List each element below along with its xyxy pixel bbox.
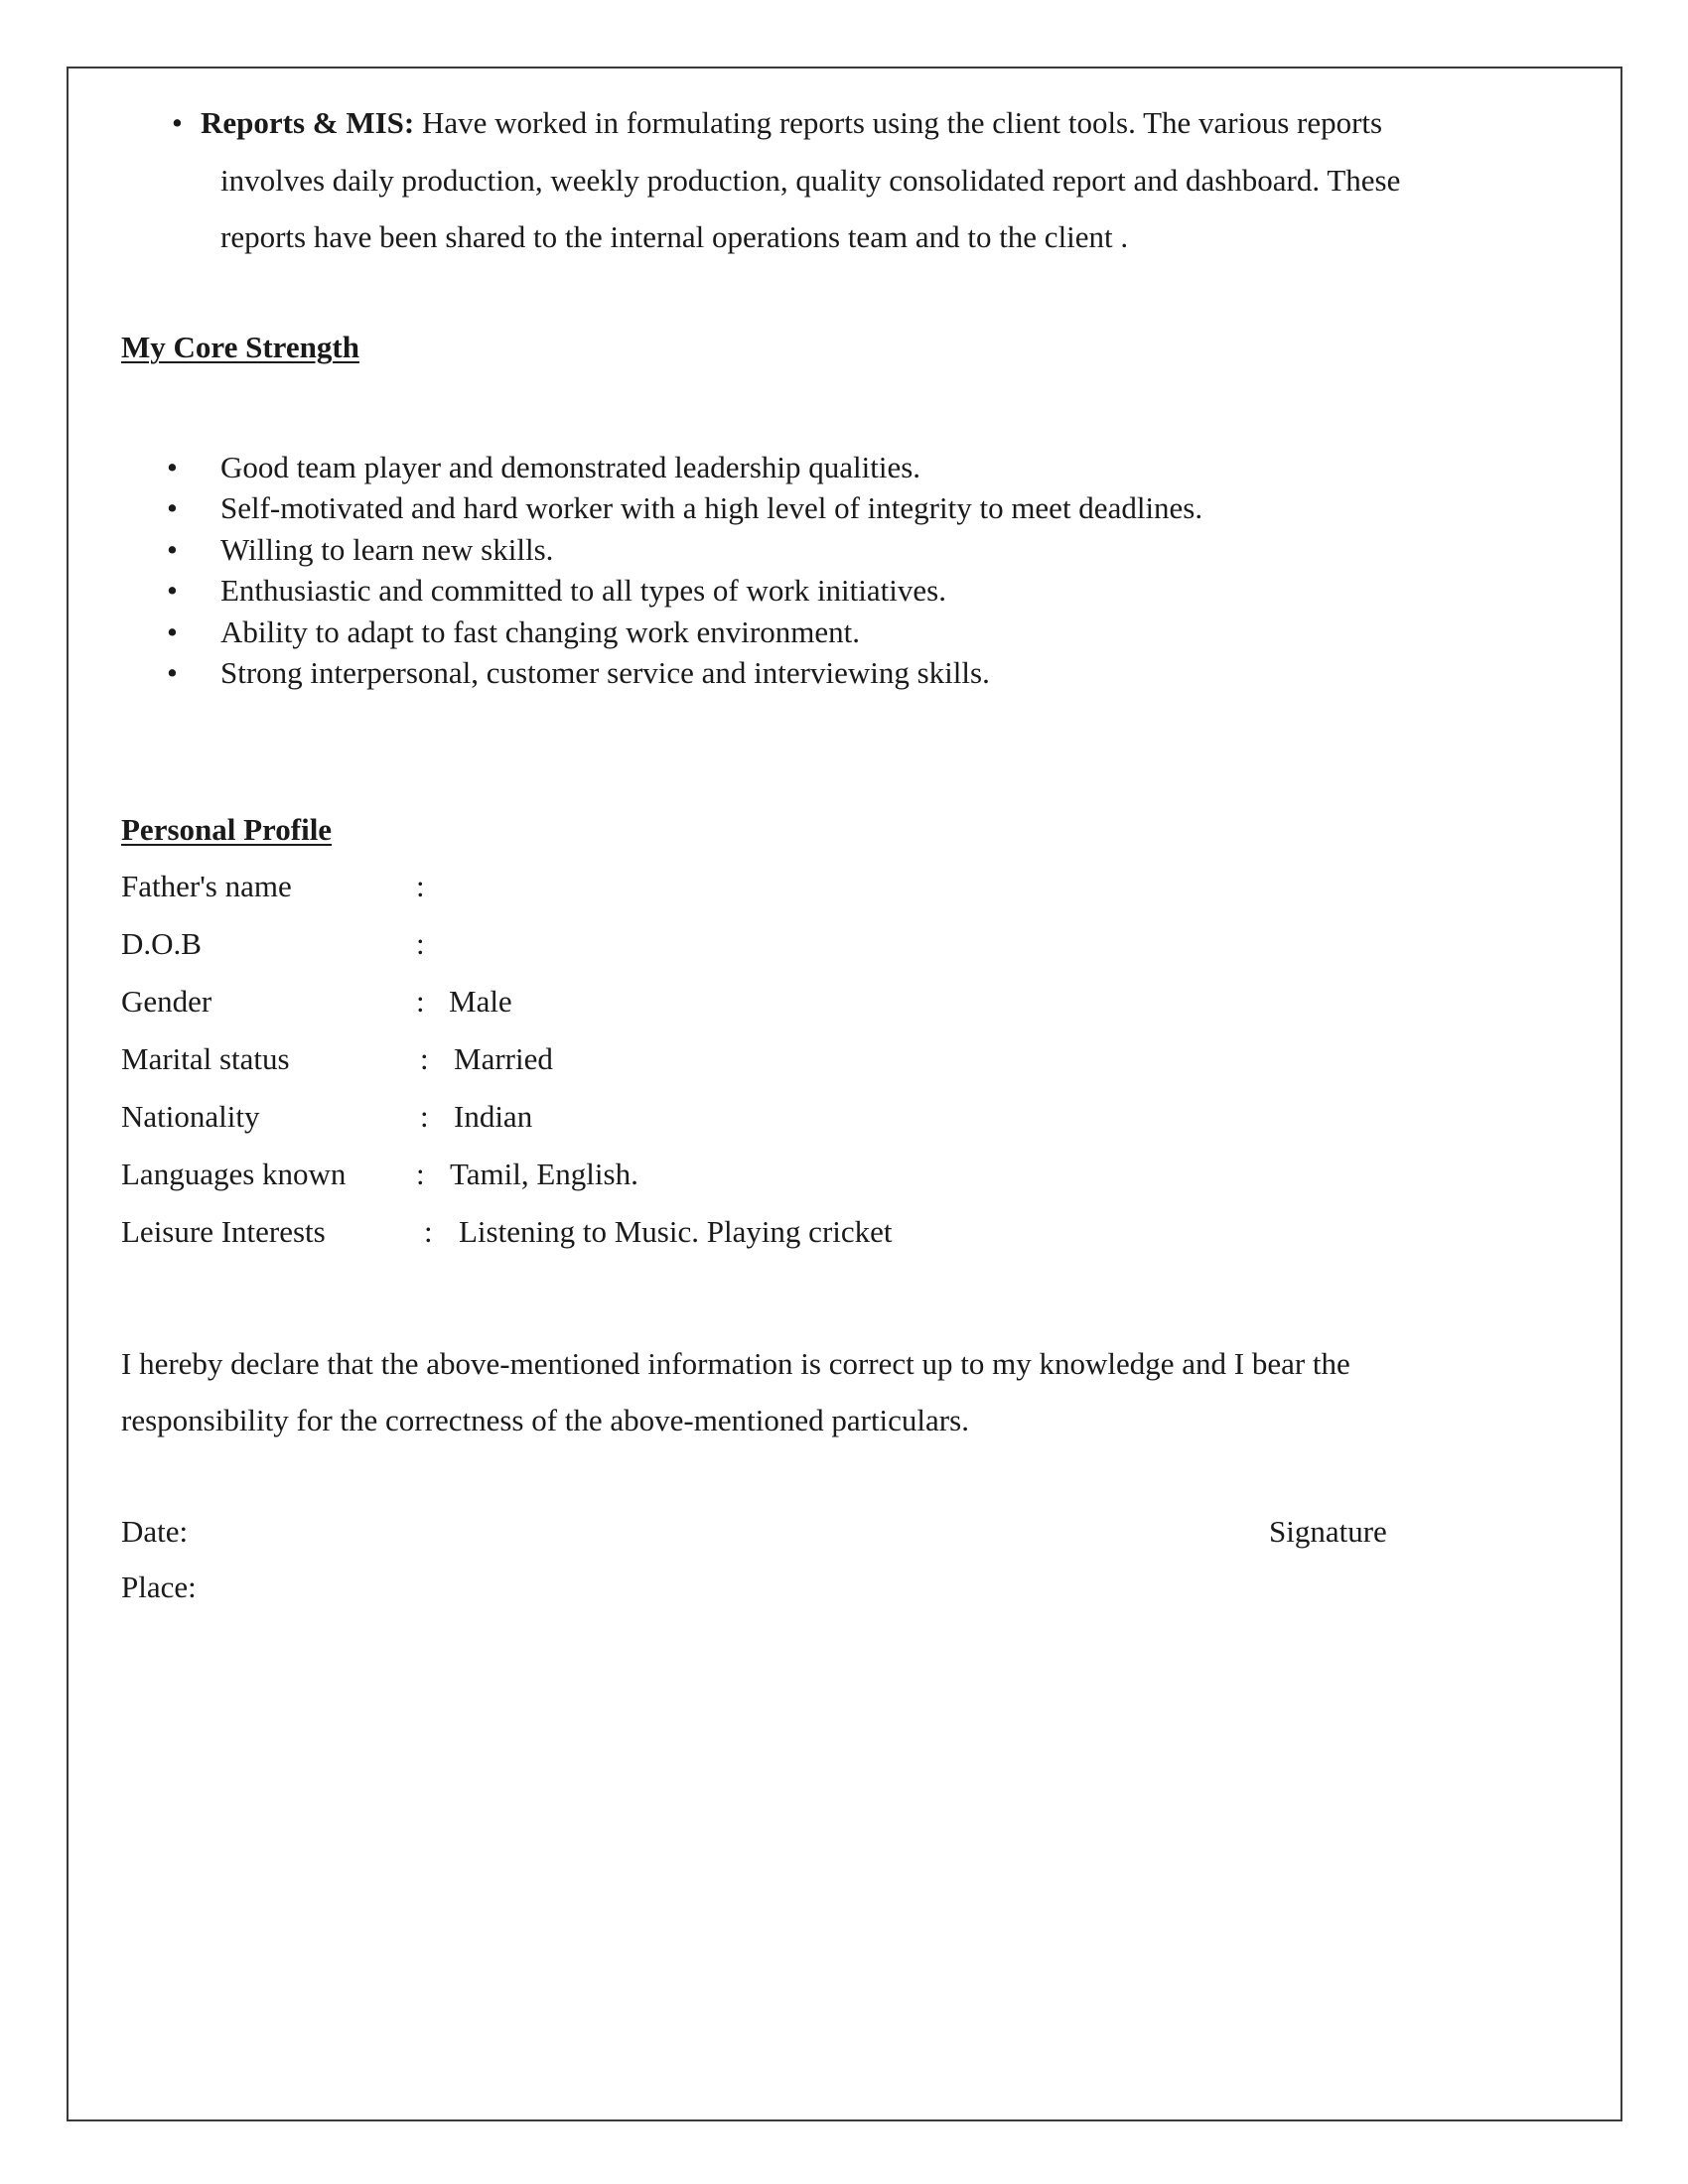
profile-label-languages-known: Languages known xyxy=(121,1157,347,1191)
date-label: Date: xyxy=(121,1514,189,1549)
signature-label: Signature xyxy=(1269,1514,1387,1549)
profile-label-leisure-interests: Leisure Interests xyxy=(121,1214,326,1249)
personal-profile-heading: Personal Profile xyxy=(121,812,333,847)
bullet-icon: • xyxy=(167,655,178,690)
profile-label-marital-status: Marital status xyxy=(121,1041,290,1076)
core-strength-heading: My Core Strength xyxy=(121,330,359,364)
bullet-icon: • xyxy=(167,614,178,649)
reports-bullet-line-2: involves daily production, weekly production, quality consolidated report and dashboard. These xyxy=(220,163,1401,198)
profile-value-gender: Male xyxy=(449,984,512,1019)
declaration-line-1: I hereby declare that the above-mentioned information is correct up to my knowledge and I bear the xyxy=(121,1346,1350,1381)
reports-bullet-line-1 xyxy=(201,107,1382,138)
reports-bullet-title: Reports & MIS: xyxy=(201,105,415,140)
profile-separator: : xyxy=(416,1157,425,1191)
profile-value-languages-known: Tamil, English. xyxy=(450,1157,638,1191)
place-label: Place: xyxy=(121,1570,197,1604)
profile-separator: : xyxy=(416,984,425,1019)
reports-bullet-text: Have worked in formulating reports using the client tools. The various reports xyxy=(422,105,1383,140)
bullet-icon: • xyxy=(172,105,183,140)
profile-label-nationality: Nationality xyxy=(121,1099,260,1134)
profile-value-marital-status: Married xyxy=(454,1041,553,1076)
core-strength-item: Willing to learn new skills. xyxy=(220,532,554,567)
profile-separator: : xyxy=(420,1099,429,1134)
bullet-icon: • xyxy=(167,490,178,525)
profile-label-fathers-name: Father's name xyxy=(121,869,292,903)
declaration-line-2: responsibility for the correctness of the above-mentioned particulars. xyxy=(121,1403,969,1437)
profile-value-nationality: Indian xyxy=(454,1099,533,1134)
page-border xyxy=(67,67,1622,2121)
profile-separator: : xyxy=(416,869,425,903)
profile-label-dob: D.O.B xyxy=(121,926,202,961)
core-strength-item: Ability to adapt to fast changing work environment. xyxy=(220,614,860,649)
profile-separator: : xyxy=(420,1041,429,1076)
bullet-icon: • xyxy=(167,573,178,608)
core-strength-item: Self-motivated and hard worker with a high level of integrity to meet deadlines. xyxy=(220,490,1203,525)
profile-separator: : xyxy=(424,1214,433,1249)
reports-bullet-line-3: reports have been shared to the internal operations team and to the client . xyxy=(220,219,1129,254)
profile-separator: : xyxy=(416,926,425,961)
bullet-icon: • xyxy=(167,532,178,567)
core-strength-item: Enthusiastic and committed to all types of work initiatives. xyxy=(220,573,946,608)
core-strength-item: Good team player and demonstrated leadership qualities. xyxy=(220,450,921,484)
profile-value-leisure-interests: Listening to Music. Playing cricket xyxy=(459,1214,893,1249)
bullet-icon: • xyxy=(167,450,178,484)
profile-label-gender: Gender xyxy=(121,984,212,1019)
core-strength-item: Strong interpersonal, customer service and interviewing skills. xyxy=(220,655,990,690)
